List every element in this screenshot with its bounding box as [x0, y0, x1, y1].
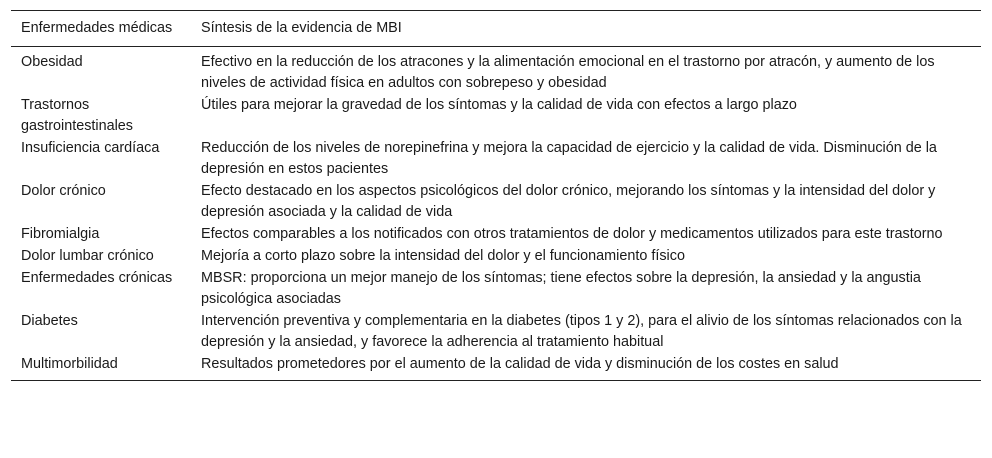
- table-row: [11, 138, 981, 181]
- evidence-cell: Reducción de los niveles de norepinefrina y mejora la capacidad de ejercicio y la calidad de vida. Disminución de la depresión en estos pacientes: [201, 140, 937, 177]
- disease-cell: Fibromialgia: [21, 226, 100, 242]
- column-header-disease: Enfermedades médicas: [21, 20, 173, 36]
- disease-cell: Dolor lumbar crónico: [21, 248, 154, 264]
- evidence-cell: Efectivo en la reducción de los atracones y la alimentación emocional en el trastorno por atracón, y aumento de los niveles de actividad física en adultos con sobrepeso y obesidad: [201, 54, 935, 91]
- evidence-cell: Efecto destacado en los aspectos psicológicos del dolor crónico, mejorando los síntomas y la intensidad del dolor y depresión asociada y la calidad de vida: [201, 183, 936, 220]
- evidence-cell: Mejoría a corto plazo sobre la intensidad del dolor y el funcionamiento físico: [201, 248, 685, 264]
- disease-cell: Insuficiencia cardíaca: [21, 140, 160, 156]
- evidence-cell: MBSR: proporciona un mejor manejo de los síntomas; tiene efectos sobre la depresión, la ansiedad y la angustia psicológica asociadas: [201, 270, 921, 307]
- evidence-table: [11, 10, 981, 381]
- column-header-evidence: Síntesis de la evidencia de MBI: [201, 20, 402, 36]
- evidence-table-container: [11, 10, 981, 381]
- table-row: [11, 224, 981, 246]
- table-header: [11, 11, 981, 47]
- header-row: [11, 11, 981, 47]
- table-row: [11, 47, 981, 96]
- disease-cell: Trastornos gastrointestinales: [21, 97, 133, 134]
- disease-cell: Dolor crónico: [21, 183, 106, 199]
- evidence-cell: Útiles para mejorar la gravedad de los síntomas y la calidad de vida con efectos a largo plazo: [201, 97, 797, 113]
- table-row: [11, 311, 981, 354]
- evidence-cell: Intervención preventiva y complementaria en la diabetes (tipos 1 y 2), para el alivio de los síntomas relacionados con la depresión y la ansiedad, y favorece la adherencia al tratamiento habitual: [201, 313, 962, 350]
- evidence-cell: Efectos comparables a los notificados con otros tratamientos de dolor y medicamentos utilizados para este trastorno: [201, 226, 943, 242]
- disease-cell: Multimorbilidad: [21, 356, 118, 372]
- table-row: [11, 268, 981, 311]
- disease-cell: Enfermedades crónicas: [21, 270, 173, 286]
- table-row: [11, 181, 981, 224]
- table-row: [11, 95, 981, 138]
- table-body: [11, 47, 981, 381]
- disease-cell: Obesidad: [21, 54, 83, 70]
- disease-cell: Diabetes: [21, 313, 78, 329]
- table-row: [11, 354, 981, 381]
- table-row: [11, 246, 981, 268]
- evidence-cell: Resultados prometedores por el aumento de la calidad de vida y disminución de los costes en salud: [201, 356, 839, 372]
